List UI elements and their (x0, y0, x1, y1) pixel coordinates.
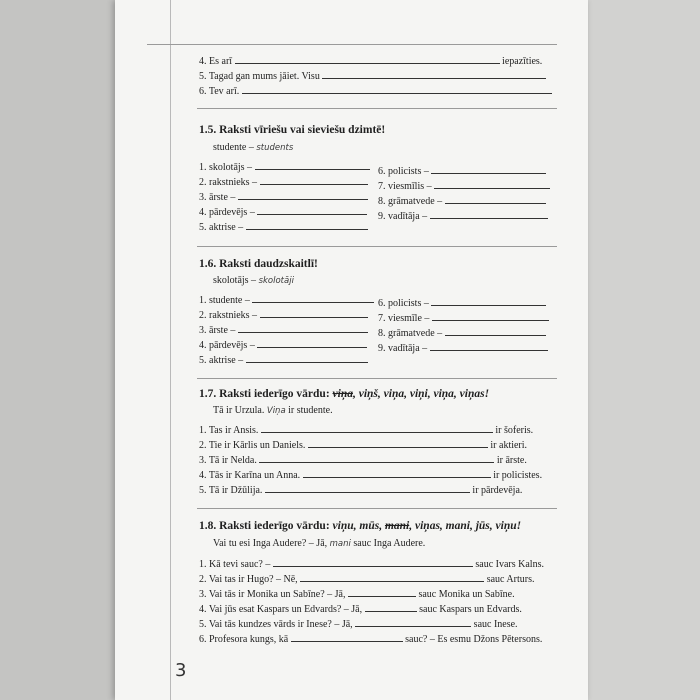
answer-blank[interactable] (257, 205, 367, 215)
exercise-1-8-item: 4. Vai jūs esat Kaspars un Edvards? – Jā, sauc Kaspars un Edvards. (199, 604, 522, 615)
answer-blank[interactable] (303, 468, 491, 478)
exercise-1-7-item: 3. Tā ir Nelda. ir ārste. (199, 455, 527, 466)
answer-blank[interactable] (260, 308, 368, 318)
exercise-1-5-item: 4. pārdevējs – (199, 205, 367, 219)
answer-blank[interactable] (430, 341, 548, 351)
exercise-1-7-item: 4. Tās ir Karīna un Anna. ir policistes. (199, 470, 543, 481)
exercise-1-5-item: 6. policists – (378, 164, 546, 178)
margin-line (170, 0, 171, 700)
section-separator (197, 378, 557, 379)
exercise-1-8-title: 1.8. Raksti iederīgo vārdu: viņu, mūs, mani, viņas, mani, jūs, viņu! (199, 520, 522, 532)
exercise-1-8-item: 2. Vai tas ir Hugo? – Nē, sauc Arturs. (199, 574, 535, 585)
exercise-1-5-item: 2. rakstnieks – (199, 175, 368, 189)
exercise-1-6-item: 7. viesmīle – (378, 311, 549, 325)
answer-blank[interactable] (445, 326, 546, 336)
exercise-1-5-title: 1.5. Raksti vīriešu vai sieviešu dzimtē! (199, 124, 386, 136)
answer-blank[interactable] (235, 54, 500, 64)
answer-blank[interactable] (260, 175, 368, 185)
answer-blank[interactable] (365, 602, 417, 612)
exercise-1-8-item: 5. Vai tās kundzes vārds ir Inese? – Jā, sauc Inese. (199, 619, 518, 630)
exercise-1-6-item: 5. aktrise – (199, 353, 368, 367)
exercise-1-5-item: 9. vadītāja – (378, 209, 548, 223)
answer-blank[interactable] (291, 632, 403, 642)
exercise-1-5-item: 5. aktrise – (199, 220, 368, 234)
top-item-4: 4. Es arī iepazīties. (199, 56, 543, 67)
answer-blank[interactable] (246, 220, 368, 230)
exercise-1-6-title: 1.6. Raksti daudzskaitlī! (199, 258, 318, 270)
section-separator (197, 108, 557, 109)
exercise-1-8-item: 3. Vai tās ir Monika un Sabīne? – Jā, sauc Monika un Sabīne. (199, 589, 515, 600)
answer-blank[interactable] (238, 323, 368, 333)
handwritten-answer: students (256, 143, 294, 153)
exercise-1-6-item: 8. grāmatvede – (378, 326, 546, 340)
exercise-1-7-title: 1.7. Raksti iederīgo vārdu: viņa, viņš, viņa, viņi, viņa, viņas! (199, 388, 490, 400)
exercise-1-7-item: 5. Tā ir Džūlija. ir pārdevēja. (199, 485, 523, 496)
top-item-5: 5. Tagad gan mums jāiet. Visu (199, 69, 546, 83)
answer-blank[interactable] (252, 293, 374, 303)
background-right (588, 0, 700, 700)
answer-blank[interactable] (261, 423, 493, 433)
answer-blank[interactable] (257, 338, 367, 348)
section-separator (197, 508, 557, 509)
answer-blank[interactable] (308, 438, 488, 448)
answer-blank[interactable] (430, 209, 548, 219)
exercise-1-6-item: 4. pārdevējs – (199, 338, 367, 352)
answer-blank[interactable] (348, 587, 416, 597)
exercise-1-6-item: 1. studente – (199, 293, 374, 307)
answer-blank[interactable] (432, 311, 549, 321)
answer-blank[interactable] (431, 164, 546, 174)
handwritten-answer: mani (329, 539, 351, 549)
exercise-1-6-item: 6. policists – (378, 296, 546, 310)
exercise-1-7-item: 1. Tas ir Ansis. ir šoferis. (199, 425, 534, 436)
section-separator (197, 246, 557, 247)
answer-blank[interactable] (300, 572, 484, 582)
exercise-1-7-item: 2. Tie ir Kārlis un Daniels. ir aktieri. (199, 440, 528, 451)
workbook-page (115, 0, 588, 700)
struck-word: viņa (332, 388, 353, 400)
answer-blank[interactable] (238, 190, 368, 200)
handwritten-answer: skolotāji (258, 276, 294, 286)
answer-blank[interactable] (445, 194, 546, 204)
handwritten-answer: Viņa (266, 406, 286, 416)
answer-blank[interactable] (355, 617, 471, 627)
exercise-1-7-example: Tā ir Urzula. Viņa ir studente. (213, 405, 333, 416)
answer-blank[interactable] (434, 179, 550, 189)
answer-blank[interactable] (259, 453, 494, 463)
answer-blank[interactable] (255, 160, 370, 170)
answer-blank[interactable] (246, 353, 368, 363)
exercise-1-5-item: 8. grāmatvede – (378, 194, 546, 208)
exercise-1-5-item: 1. skolotājs – (199, 160, 370, 174)
exercise-1-8-example: Vai tu esi Inga Audere? – Jā, mani sauc Inga Audere. (213, 538, 426, 549)
answer-blank[interactable] (431, 296, 546, 306)
answer-blank[interactable] (322, 69, 546, 79)
answer-blank[interactable] (265, 483, 470, 493)
background-left (0, 0, 115, 700)
top-item-6: 6. Tev arī. (199, 84, 552, 98)
exercise-1-5-item: 7. viesmīlis – (378, 179, 550, 193)
page-number: 3 (175, 660, 187, 681)
exercise-1-6-example: skolotājs – skolotāji (213, 275, 294, 286)
top-rule (147, 44, 557, 45)
exercise-1-6-item: 2. rakstnieks – (199, 308, 368, 322)
answer-blank[interactable] (242, 84, 552, 94)
exercise-1-5-item: 3. ārste – (199, 190, 368, 204)
exercise-1-6-item: 3. ārste – (199, 323, 368, 337)
exercise-1-6-item: 9. vadītāja – (378, 341, 548, 355)
exercise-1-5-example: studente – students (213, 142, 294, 153)
exercise-1-8-item: 6. Profesora kungs, kā sauc? – Es esmu Džons Pētersons. (199, 634, 543, 645)
exercise-1-8-item: 1. Kā tevi sauc? – sauc Ivars Kalns. (199, 559, 544, 570)
struck-word: mani (384, 520, 410, 532)
answer-blank[interactable] (273, 557, 473, 567)
